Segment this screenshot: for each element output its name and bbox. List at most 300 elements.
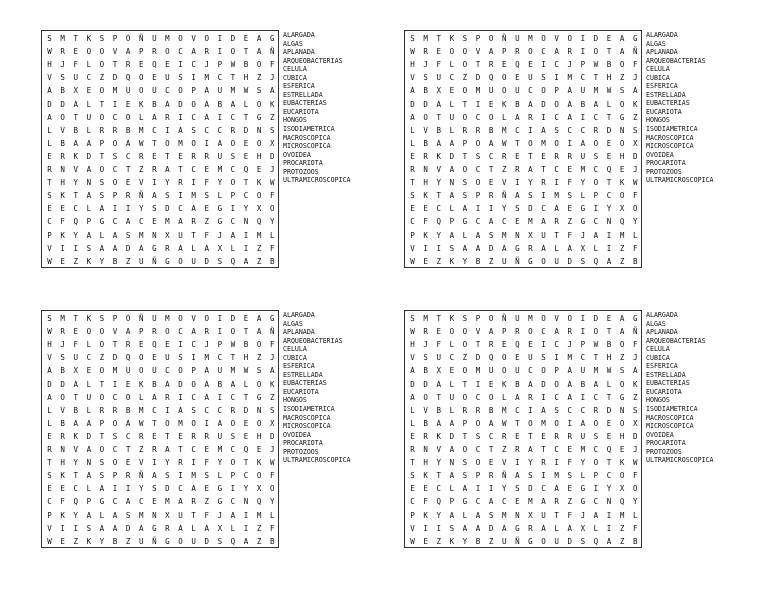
grid-cell: B bbox=[112, 536, 118, 546]
grid-cell: C bbox=[580, 405, 586, 415]
grid-cell: O bbox=[256, 471, 262, 481]
grid-cell: S bbox=[462, 471, 468, 481]
grid-cell: R bbox=[541, 178, 546, 188]
grid-cell: A bbox=[449, 471, 455, 481]
grid-cell: T bbox=[554, 510, 559, 520]
grid-cell: D bbox=[165, 204, 170, 214]
grid-row bbox=[405, 215, 641, 228]
grid-cell: M bbox=[217, 165, 223, 174]
grid-cell: R bbox=[462, 405, 468, 415]
grid-cell: O bbox=[230, 178, 236, 188]
grid-cell: C bbox=[580, 73, 586, 83]
grid-cell: C bbox=[204, 125, 209, 135]
grid-cell: T bbox=[436, 392, 441, 402]
grid-cell: R bbox=[515, 445, 520, 454]
grid-cell: U bbox=[436, 353, 441, 363]
grid-cell: A bbox=[449, 165, 455, 174]
grid-cell: A bbox=[47, 392, 52, 402]
grid-cell: C bbox=[580, 125, 586, 135]
grid-cell: D bbox=[204, 256, 209, 266]
grid-cell: D bbox=[423, 379, 428, 389]
grid-cell: S bbox=[99, 314, 105, 323]
grid-cell: E bbox=[60, 536, 65, 546]
grid-cell: L bbox=[230, 523, 236, 533]
grid-cell: V bbox=[60, 405, 65, 415]
grid-cell: Y bbox=[99, 256, 105, 266]
grid-cell: X bbox=[580, 523, 586, 533]
grid-cell: I bbox=[204, 138, 209, 148]
grid-cell: C bbox=[488, 431, 494, 441]
grid-cell: Ñ bbox=[501, 314, 507, 323]
word-list-item: PROTOZOOS bbox=[646, 167, 682, 176]
grid-cell: T bbox=[112, 60, 118, 70]
grid-cell: O bbox=[256, 340, 262, 350]
grid-cell: Z bbox=[462, 73, 468, 83]
grid-cell: C bbox=[73, 204, 78, 214]
grid-cell: T bbox=[112, 340, 118, 350]
grid-cell: I bbox=[606, 243, 612, 253]
grid-cell: T bbox=[73, 191, 78, 201]
grid-cell: O bbox=[619, 60, 625, 70]
grid-cell: E bbox=[73, 327, 78, 337]
grid-cell: D bbox=[165, 484, 170, 494]
grid-cell: A bbox=[125, 138, 131, 148]
word-list-item: EUCARIOTA bbox=[646, 387, 682, 396]
grid-cell: T bbox=[73, 471, 78, 481]
grid-cell: I bbox=[593, 484, 599, 494]
grid-cell: U bbox=[152, 366, 157, 376]
grid-cell: R bbox=[125, 60, 131, 70]
grid-cell: E bbox=[606, 151, 612, 161]
grid-cell: T bbox=[410, 178, 415, 188]
grid-cell: C bbox=[567, 125, 572, 135]
grid-cell: R bbox=[204, 327, 209, 337]
grid-cell: X bbox=[73, 366, 78, 376]
grid-cell: L bbox=[593, 523, 599, 533]
grid-cell: M bbox=[567, 353, 572, 363]
grid-cell: I bbox=[423, 523, 428, 533]
grid-cell: S bbox=[47, 191, 52, 201]
grid-cell: I bbox=[580, 392, 586, 402]
grid-cell: A bbox=[619, 47, 625, 57]
grid-cell: M bbox=[112, 86, 118, 96]
grid-cell: A bbox=[112, 230, 118, 240]
grid-cell: Z bbox=[125, 536, 131, 546]
grid-cell: Q bbox=[619, 497, 625, 507]
grid-cell: B bbox=[580, 99, 586, 109]
grid-cell: O bbox=[462, 47, 468, 57]
grid-cell: A bbox=[73, 379, 78, 389]
grid-cell: N bbox=[449, 178, 455, 188]
grid-cell: Z bbox=[138, 445, 144, 454]
grid-cell: E bbox=[410, 204, 415, 214]
grid-cell: G bbox=[269, 314, 275, 323]
grid-cell: T bbox=[436, 112, 441, 122]
grid-cell: Y bbox=[73, 178, 78, 188]
grid-cell: Y bbox=[580, 178, 586, 188]
grid-cell: E bbox=[165, 340, 170, 350]
grid-cell: O bbox=[256, 379, 262, 389]
grid-cell: L bbox=[593, 243, 599, 253]
grid-cell: D bbox=[632, 431, 638, 441]
grid-cell: B bbox=[112, 256, 118, 266]
grid-cell: I bbox=[178, 340, 183, 350]
grid-cell: B bbox=[60, 86, 65, 96]
grid-row bbox=[42, 430, 278, 443]
grid-cell: S bbox=[99, 458, 105, 468]
grid-cell: S bbox=[515, 484, 520, 494]
grid-cell: U bbox=[528, 73, 533, 83]
grid-cell: C bbox=[436, 204, 441, 214]
grid-cell: A bbox=[515, 392, 520, 402]
grid-cell: R bbox=[488, 60, 494, 70]
grid-cell: D bbox=[488, 523, 494, 533]
grid-cell: V bbox=[410, 353, 415, 363]
grid-cell: A bbox=[632, 86, 638, 96]
grid-cell: D bbox=[423, 99, 428, 109]
grid-row bbox=[405, 364, 641, 377]
grid-cell: F bbox=[269, 471, 275, 481]
grid-cell: Z bbox=[256, 73, 262, 83]
grid-cell: C bbox=[230, 497, 236, 507]
grid-cell: Ñ bbox=[152, 536, 157, 546]
grid-cell: C bbox=[191, 392, 196, 402]
grid-cell: C bbox=[217, 125, 223, 135]
grid-cell: G bbox=[217, 217, 223, 227]
grid-cell: V bbox=[60, 125, 65, 135]
grid-cell: E bbox=[204, 445, 209, 454]
grid-cell: O bbox=[619, 340, 625, 350]
grid-cell: R bbox=[501, 431, 507, 441]
grid-cell: P bbox=[449, 497, 455, 507]
grid-cell: A bbox=[488, 418, 494, 428]
grid-cell: K bbox=[256, 458, 262, 468]
word-list-item: ESFERICA bbox=[646, 362, 678, 371]
grid-cell: E bbox=[243, 418, 249, 428]
grid-cell: S bbox=[191, 405, 196, 415]
word-list-item: ALGAS bbox=[283, 39, 303, 48]
grid-cell: K bbox=[436, 151, 441, 161]
grid-cell: E bbox=[152, 217, 157, 227]
grid-cell: R bbox=[488, 471, 494, 481]
grid-cell: Ñ bbox=[138, 314, 144, 323]
grid-row bbox=[405, 242, 641, 255]
grid-row bbox=[42, 482, 278, 495]
grid-cell: G bbox=[515, 523, 520, 533]
word-list-item: MACROSCOPICA bbox=[646, 413, 694, 422]
grid-cell: Z bbox=[501, 165, 507, 174]
grid-cell: O bbox=[449, 327, 455, 337]
grid-cell: V bbox=[423, 125, 428, 135]
grid-cell: O bbox=[178, 256, 183, 266]
grid-cell: L bbox=[86, 340, 92, 350]
grid-cell: S bbox=[554, 405, 559, 415]
grid-row bbox=[405, 404, 641, 417]
grid-cell: J bbox=[269, 73, 275, 83]
grid-cell: T bbox=[606, 392, 612, 402]
grid-cell: U bbox=[449, 392, 455, 402]
grid-cell: L bbox=[449, 340, 455, 350]
grid-cell: R bbox=[501, 151, 507, 161]
grid-cell: H bbox=[47, 340, 52, 350]
grid-cell: C bbox=[165, 366, 170, 376]
word-list-item: CUBICA bbox=[283, 353, 307, 362]
grid-cell: L bbox=[86, 379, 92, 389]
grid-cell: J bbox=[632, 73, 638, 83]
grid-cell: E bbox=[423, 256, 428, 266]
grid-cell: Z bbox=[256, 523, 262, 533]
grid-cell: A bbox=[138, 243, 144, 253]
grid-cell: G bbox=[462, 497, 468, 507]
grid-cell: M bbox=[204, 73, 209, 83]
grid-cell: A bbox=[256, 327, 262, 337]
grid-cell: L bbox=[47, 138, 52, 148]
grid-cell: M bbox=[165, 217, 170, 227]
grid-cell: A bbox=[528, 165, 533, 174]
grid-cell: G bbox=[632, 34, 638, 43]
grid-cell: A bbox=[488, 497, 494, 507]
grid-cell: A bbox=[436, 418, 441, 428]
grid-cell: N bbox=[515, 230, 520, 240]
grid-cell: G bbox=[580, 497, 586, 507]
grid-cell: U bbox=[125, 366, 131, 376]
grid-cell: Q bbox=[243, 165, 249, 174]
grid-cell: K bbox=[423, 191, 428, 201]
grid-cell: R bbox=[47, 445, 52, 454]
grid-cell: C bbox=[567, 405, 572, 415]
grid-cell: P bbox=[217, 60, 223, 70]
grid-cell: C bbox=[554, 445, 559, 454]
grid-cell: I bbox=[606, 523, 612, 533]
grid-cell: C bbox=[230, 445, 236, 454]
grid-cell: U bbox=[191, 256, 196, 266]
grid-cell: Q bbox=[256, 217, 262, 227]
grid-cell: N bbox=[60, 445, 65, 454]
grid-cell: H bbox=[606, 73, 612, 83]
grid-cell: A bbox=[191, 327, 196, 337]
grid-cell: I bbox=[191, 458, 196, 468]
grid-cell: G bbox=[619, 112, 625, 122]
word-list-item: PROTOZOOS bbox=[646, 447, 682, 456]
grid-cell: U bbox=[165, 73, 170, 83]
grid-cell: R bbox=[423, 151, 428, 161]
grid-cell: I bbox=[580, 47, 586, 57]
grid-cell: E bbox=[423, 536, 428, 546]
grid-cell: G bbox=[462, 217, 468, 227]
grid-cell: O bbox=[99, 47, 105, 57]
grid-cell: Z bbox=[619, 536, 625, 546]
grid-cell: Z bbox=[619, 353, 625, 363]
grid-cell: R bbox=[138, 151, 144, 161]
word-list-item: ESTRELLADA bbox=[646, 370, 686, 379]
grid-cell: I bbox=[204, 418, 209, 428]
grid-cell: Q bbox=[125, 73, 131, 83]
grid-cell: Z bbox=[619, 243, 625, 253]
grid-cell: C bbox=[593, 445, 599, 454]
grid-cell: A bbox=[554, 204, 559, 214]
grid-cell: Y bbox=[138, 204, 144, 214]
grid-cell: H bbox=[619, 151, 625, 161]
word-list-item: ARQUEOBACTERIAS bbox=[646, 56, 706, 65]
grid-cell: W bbox=[410, 256, 415, 266]
grid-cell: V bbox=[47, 73, 52, 83]
grid-cell: P bbox=[593, 191, 599, 201]
grid-cell: G bbox=[632, 314, 638, 323]
grid-cell: W bbox=[632, 178, 638, 188]
grid-cell: P bbox=[410, 230, 415, 240]
grid-cell: D bbox=[86, 151, 92, 161]
word-list-item: EUBACTERIAS bbox=[283, 379, 327, 388]
grid-cell: Q bbox=[606, 445, 612, 454]
word-list-item: ISODIAMETRICA bbox=[646, 405, 698, 414]
grid-cell: R bbox=[475, 405, 481, 415]
grid-cell: B bbox=[125, 125, 131, 135]
grid-cell: W bbox=[410, 47, 415, 57]
grid-cell: Y bbox=[436, 178, 441, 188]
grid-cell: W bbox=[230, 340, 236, 350]
grid-cell: M bbox=[230, 86, 236, 96]
grid-row bbox=[42, 58, 278, 71]
grid-row bbox=[405, 58, 641, 71]
grid-cell: V bbox=[436, 165, 441, 174]
grid-cell: T bbox=[462, 151, 468, 161]
grid-cell: E bbox=[138, 340, 144, 350]
grid-cell: I bbox=[528, 405, 533, 415]
grid-cell: D bbox=[230, 314, 236, 323]
grid-cell: A bbox=[449, 191, 455, 201]
grid-cell: U bbox=[528, 353, 533, 363]
grid-cell: T bbox=[593, 353, 599, 363]
grid-cell: Q bbox=[152, 340, 157, 350]
grid-row bbox=[42, 111, 278, 124]
grid-cell: I bbox=[178, 471, 183, 481]
grid-cell: M bbox=[178, 138, 183, 148]
grid-cell: O bbox=[462, 86, 468, 96]
grid-cell: F bbox=[567, 510, 572, 520]
grid-cell: I bbox=[217, 34, 223, 43]
grid-cell: T bbox=[541, 445, 546, 454]
grid-cell: R bbox=[567, 47, 572, 57]
grid-cell: C bbox=[138, 497, 144, 507]
grid-cell: O bbox=[554, 379, 559, 389]
grid-cell: P bbox=[462, 418, 468, 428]
grid-cell: E bbox=[541, 151, 546, 161]
grid-cell: T bbox=[99, 379, 105, 389]
grid-cell: N bbox=[86, 178, 92, 188]
grid-cell: O bbox=[475, 458, 481, 468]
grid-cell: S bbox=[47, 314, 52, 323]
grid-cell: R bbox=[47, 165, 52, 174]
grid-cell: E bbox=[86, 366, 92, 376]
grid-cell: A bbox=[204, 243, 209, 253]
grid-cell: O bbox=[138, 353, 144, 363]
grid-cell: A bbox=[165, 445, 170, 454]
grid-cell: D bbox=[488, 243, 494, 253]
grid-cell: O bbox=[462, 327, 468, 337]
grid-cell: K bbox=[619, 178, 625, 188]
grid-cell: A bbox=[593, 379, 599, 389]
grid-cell: R bbox=[112, 125, 118, 135]
word-list-item: ALARGADA bbox=[646, 311, 678, 319]
grid-cell: D bbox=[528, 204, 533, 214]
grid-row bbox=[405, 495, 641, 508]
grid-cell: C bbox=[554, 60, 559, 70]
grid-cell: R bbox=[475, 125, 481, 135]
grid-cell: S bbox=[204, 191, 209, 201]
grid-cell: T bbox=[99, 431, 105, 441]
grid-cell: E bbox=[47, 431, 52, 441]
grid-row bbox=[42, 325, 278, 338]
grid-row bbox=[42, 124, 278, 137]
grid-cell: O bbox=[178, 314, 183, 323]
grid-cell: A bbox=[191, 47, 196, 57]
grid-cell: R bbox=[593, 405, 599, 415]
grid-cell: I bbox=[436, 243, 441, 253]
grid-row bbox=[42, 443, 278, 456]
grid-cell: E bbox=[410, 151, 415, 161]
grid-cell: O bbox=[619, 418, 625, 428]
grid-cell: U bbox=[86, 112, 92, 122]
grid-cell: A bbox=[606, 536, 612, 546]
grid-cell: L bbox=[243, 99, 249, 109]
grid-cell: R bbox=[515, 327, 520, 337]
grid-cell: L bbox=[86, 484, 92, 494]
grid-cell: O bbox=[462, 60, 468, 70]
grid-cell: O bbox=[99, 86, 105, 96]
grid-cell: L bbox=[86, 204, 92, 214]
grid-cell: Y bbox=[243, 484, 249, 494]
grid-cell: H bbox=[606, 353, 612, 363]
grid-cell: R bbox=[567, 431, 572, 441]
word-list-item: MACROSCOPICA bbox=[283, 413, 331, 422]
grid-cell: D bbox=[204, 536, 209, 546]
grid-cell: G bbox=[269, 34, 275, 43]
grid-cell: E bbox=[619, 445, 625, 454]
grid-cell: N bbox=[152, 230, 157, 240]
grid-cell: M bbox=[554, 471, 559, 481]
grid-cell: A bbox=[567, 379, 572, 389]
grid-cell: V bbox=[191, 34, 196, 43]
grid-cell: Y bbox=[436, 510, 441, 520]
grid-cell: K bbox=[60, 230, 65, 240]
grid-cell: Y bbox=[436, 458, 441, 468]
grid-cell: E bbox=[515, 217, 520, 227]
grid-cell: R bbox=[178, 178, 183, 188]
grid-cell: B bbox=[436, 125, 441, 135]
grid-cell: A bbox=[475, 243, 481, 253]
word-list-item: OVOIDEA bbox=[646, 150, 674, 159]
grid-cell: A bbox=[567, 112, 572, 122]
grid-cell: K bbox=[60, 191, 65, 201]
word-list-item: EUCARIOTA bbox=[283, 107, 319, 116]
grid-cell: U bbox=[138, 536, 144, 546]
grid-cell: A bbox=[554, 327, 559, 337]
grid-cell: Z bbox=[256, 256, 262, 266]
grid-cell: F bbox=[204, 230, 209, 240]
grid-cell: C bbox=[528, 86, 533, 96]
grid-cell: Ñ bbox=[515, 256, 520, 266]
grid-cell: L bbox=[501, 112, 507, 122]
grid-cell: A bbox=[462, 484, 468, 494]
grid-cell: I bbox=[488, 204, 494, 214]
grid-cell: G bbox=[217, 484, 223, 494]
grid-cell: L bbox=[449, 125, 455, 135]
grid-cell: R bbox=[165, 523, 170, 533]
grid-cell: K bbox=[86, 314, 92, 323]
grid-cell: S bbox=[112, 151, 118, 161]
grid-cell: N bbox=[86, 458, 92, 468]
grid-cell: K bbox=[619, 458, 625, 468]
